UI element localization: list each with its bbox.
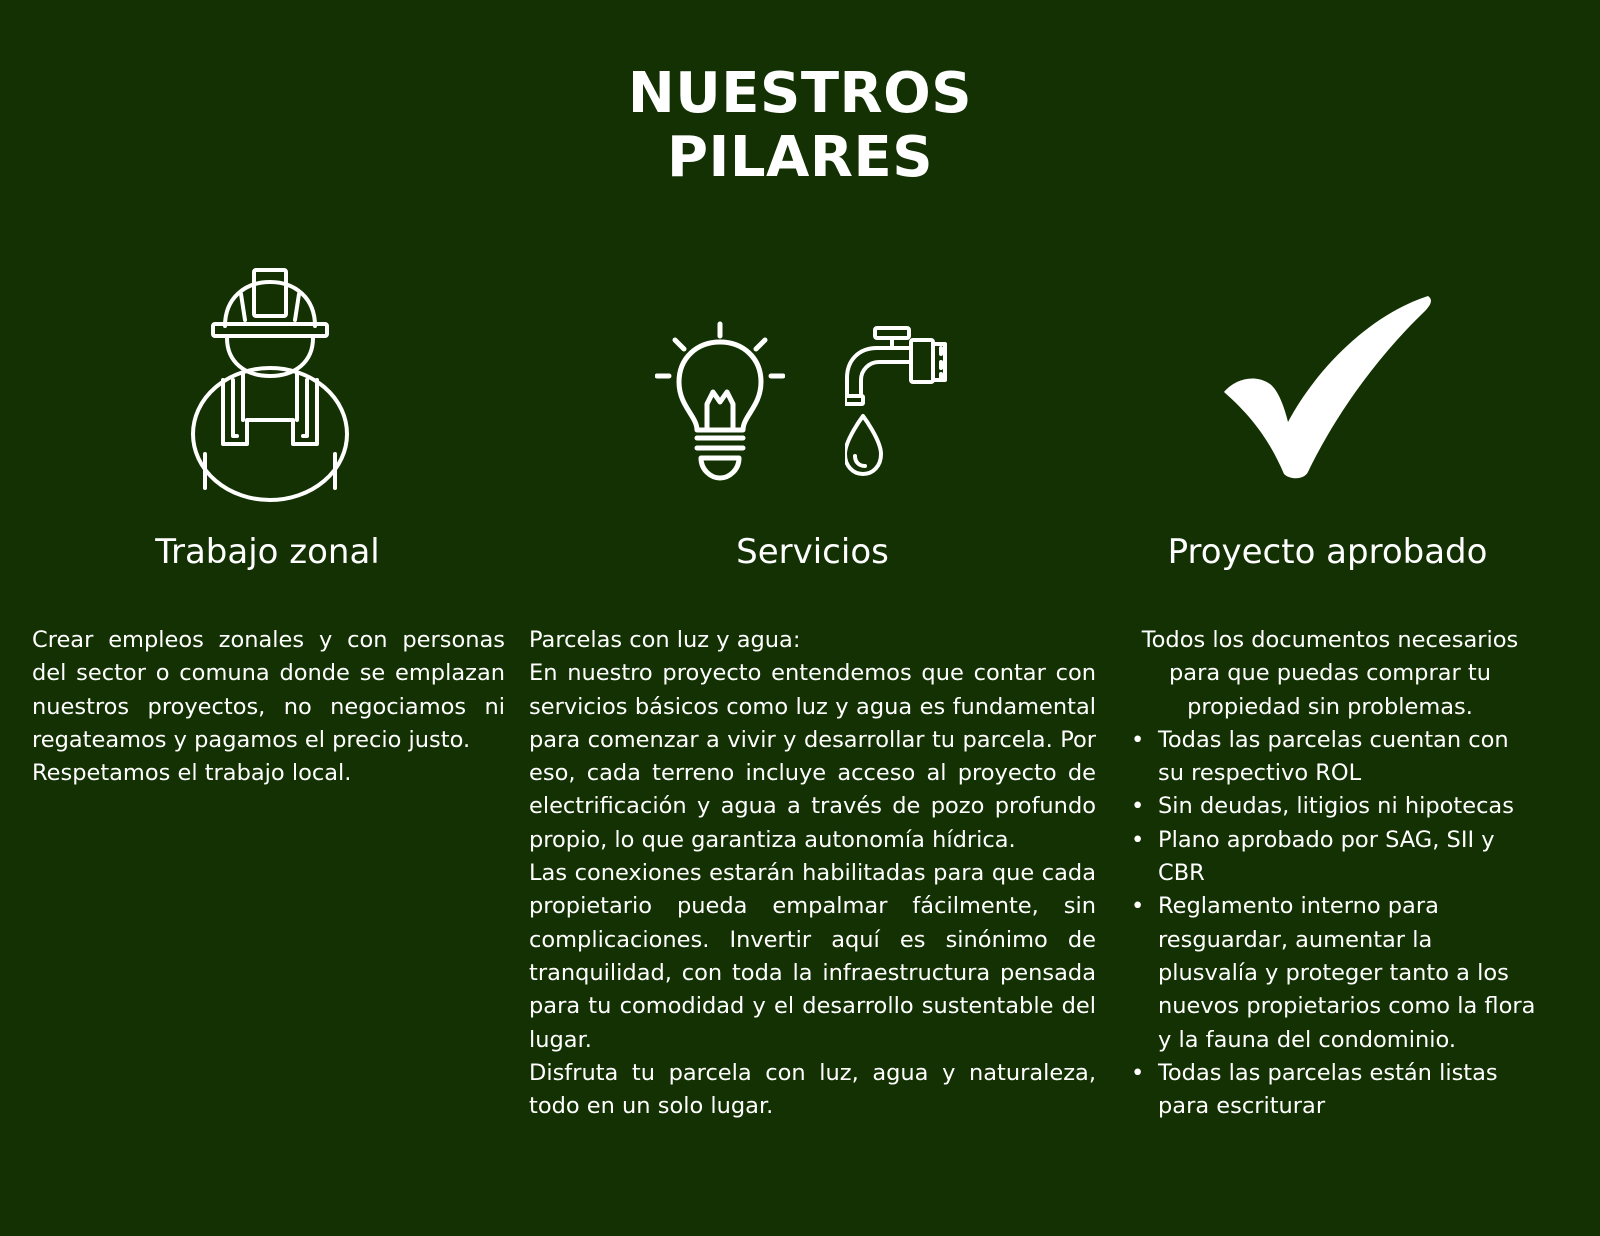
water-faucet-icon [845, 326, 955, 482]
proyecto-aprobado-text [1122, 624, 1538, 1123]
paragraph: En nuestro proyecto entendemos que contar con servicios básicos como luz y agua es fundamental para comenzar a vivir y desarrollar tu parcela. Por eso, cada terreno incluye acceso al proyecto de electrificación y agua a través de pozo profundo propio, lo que garantiza autonomía hídrica. [529, 660, 1096, 853]
page-title-line-2: PILARES [666, 125, 934, 190]
list-item: • Todas las parcelas cuentan con su respectivo ROL [1158, 724, 1538, 791]
list-item: • Sin deudas, litigios ni hipotecas [1158, 790, 1538, 823]
list-item: • Reglamento interno para resguardar, aumentar la plusvalía y proteger tanto a los nuevos propietarios como la flora y la fauna del condominio. [1158, 890, 1538, 1056]
paragraph: Parcelas con luz y agua: [529, 627, 801, 653]
list-item: • Plano aprobado por SAG, SII y CBR [1158, 824, 1538, 891]
requirements-list [1122, 724, 1538, 1124]
heading-servicios: Servicios [736, 532, 889, 572]
list-item: • Todas las parcelas están listas para escriturar [1158, 1057, 1538, 1124]
heading-trabajo-zonal: Trabajo zonal [155, 532, 380, 572]
page-title [0, 62, 1600, 190]
paragraph: Disfruta tu parcela con luz, agua y naturaleza, todo en un solo lugar. [529, 1059, 1096, 1120]
servicios-text [529, 624, 1096, 1123]
intro-text: Todos los documentos necesarios para que puedas comprar tu propiedad sin problemas. [1141, 627, 1519, 720]
construction-worker-icon [185, 268, 355, 504]
checkmark-icon [1222, 296, 1432, 480]
trabajo-zonal-text [32, 624, 505, 790]
paragraph: Crear empleos zonales y con personas del sector o comuna donde se emplazan nuestros proyectos, no negociamos ni regateamos y pagamos el precio justo. [32, 627, 505, 753]
heading-proyecto-aprobado: Proyecto aprobado [1167, 532, 1488, 572]
lightbulb-icon [655, 320, 785, 486]
page-title-line-1: NUESTROS [627, 61, 973, 126]
paragraph: Las conexiones estarán habilitadas para que cada propietario pueda empalmar fácilmente, sin complicaciones. Invertir aquí es sinónimo de tranquilidad, con toda la infraestructura pensada para tu comodidad y el desarrollo sustentable del lugar. [529, 860, 1096, 1053]
paragraph: Respetamos el trabajo local. [32, 760, 352, 787]
